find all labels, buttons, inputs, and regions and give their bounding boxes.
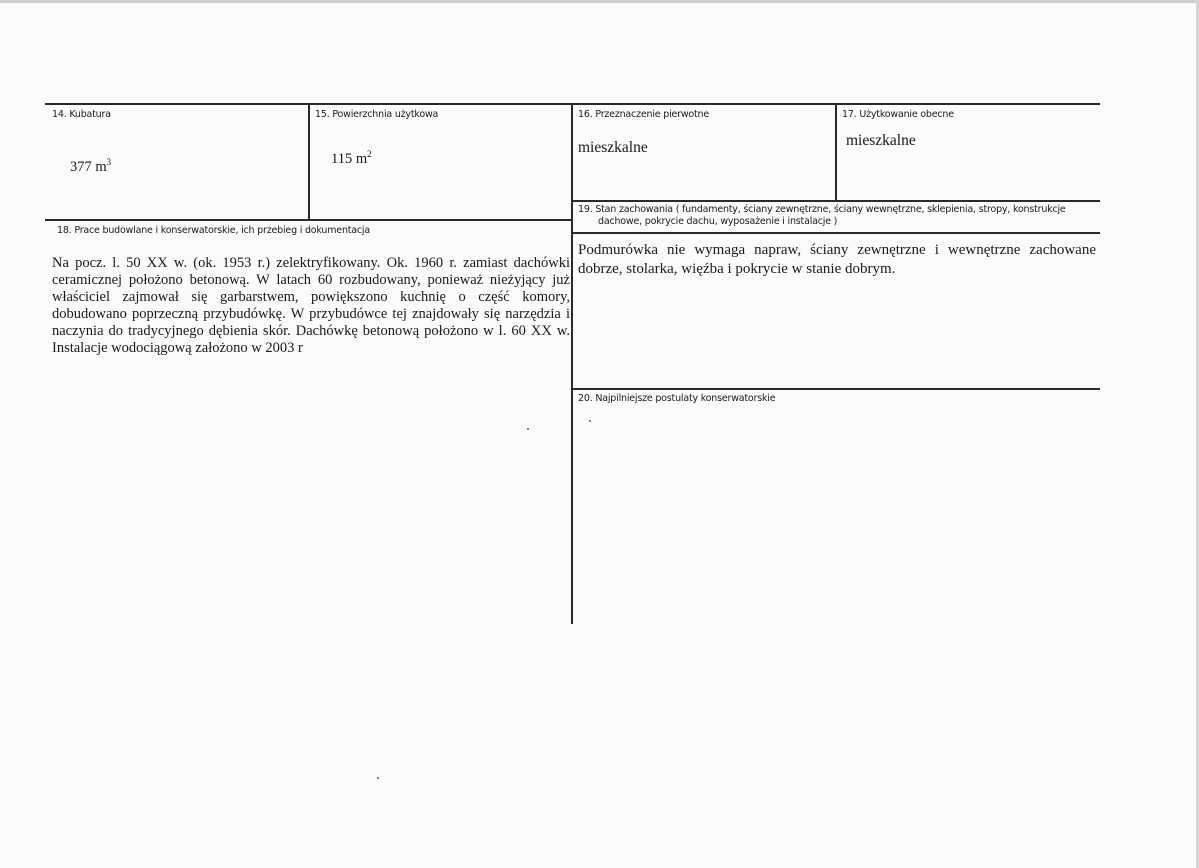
border-above-20 [572,388,1100,390]
scan-speck [589,420,591,422]
field-14-exponent: 3 [106,157,112,168]
field-14-number: 377 [70,159,92,175]
field-19-text: Podmurówka nie wymaga napraw, ściany zewnętrzne i wewnętrzne zachowane dobrze, stolarka, więźba i pokrycie w stanie dobrym. [578,242,1096,277]
scan-speck [377,777,379,779]
field-15-value [331,151,372,168]
field-18-label: 18. Prace budowlane i konserwatorskie, ich przebieg i dokumentacja [57,225,370,236]
field-20-label: 20. Najpilniejsze postulaty konserwatorskie [578,393,776,404]
field-17-value: mieszkalne [846,132,916,149]
field-17-label: 17. Użytkowanie obecne [842,109,954,120]
field-19-label-line1: 19. Stan zachowania ( fundamenty, ściany zewnętrzne, ściany wewnętrzne, sklepienia, stropy, konstrukcje [578,204,1066,215]
field-18-text: Na pocz. l. 50 XX w. (ok. 1953 r.) zelektryfikowany. Ok. 1960 r. zamiast dachówki ceramicznej położono betonową. W latach 60 rozbudowany, ponieważ nieżyjący już właściciel zajmował się garbarstwem, powiększono kuchnię o część komory, dobudowano poprzeczną przybudówkę. W przybudówce tej znajdowały się narzędzia i naczynia do tradycyjnego dębienia skór. Dachówkę betonową położono w l. 60 XX w. Instalacje wodociągową założono w 2003 r [52,255,570,356]
divider-14-15 [308,104,310,220]
field-14-unit: m [95,159,107,175]
field-16-label: 16. Przeznaczenie pierwotne [578,109,710,120]
field-19-label-line2: dachowe, pokrycie dachu, wyposażenie i instalacje ) [598,216,838,227]
field-14-value [70,159,111,176]
divider-center [571,104,573,624]
field-16-value: mieszkalne [578,139,648,156]
border-above-18 [45,219,572,221]
divider-16-17 [835,104,837,200]
field-15-unit: m [355,151,368,167]
field-15-exponent: 2 [367,149,372,160]
border-above-19 [572,200,1100,202]
scan-speck [527,428,529,430]
field-14-label: 14. Kubatura [52,109,111,120]
field-15-number: 115 [331,151,353,167]
field-15-label: 15. Powierzchnia użytkowa [315,109,439,120]
scan-top-edge [0,0,1199,3]
border-under-19-label [572,232,1100,234]
